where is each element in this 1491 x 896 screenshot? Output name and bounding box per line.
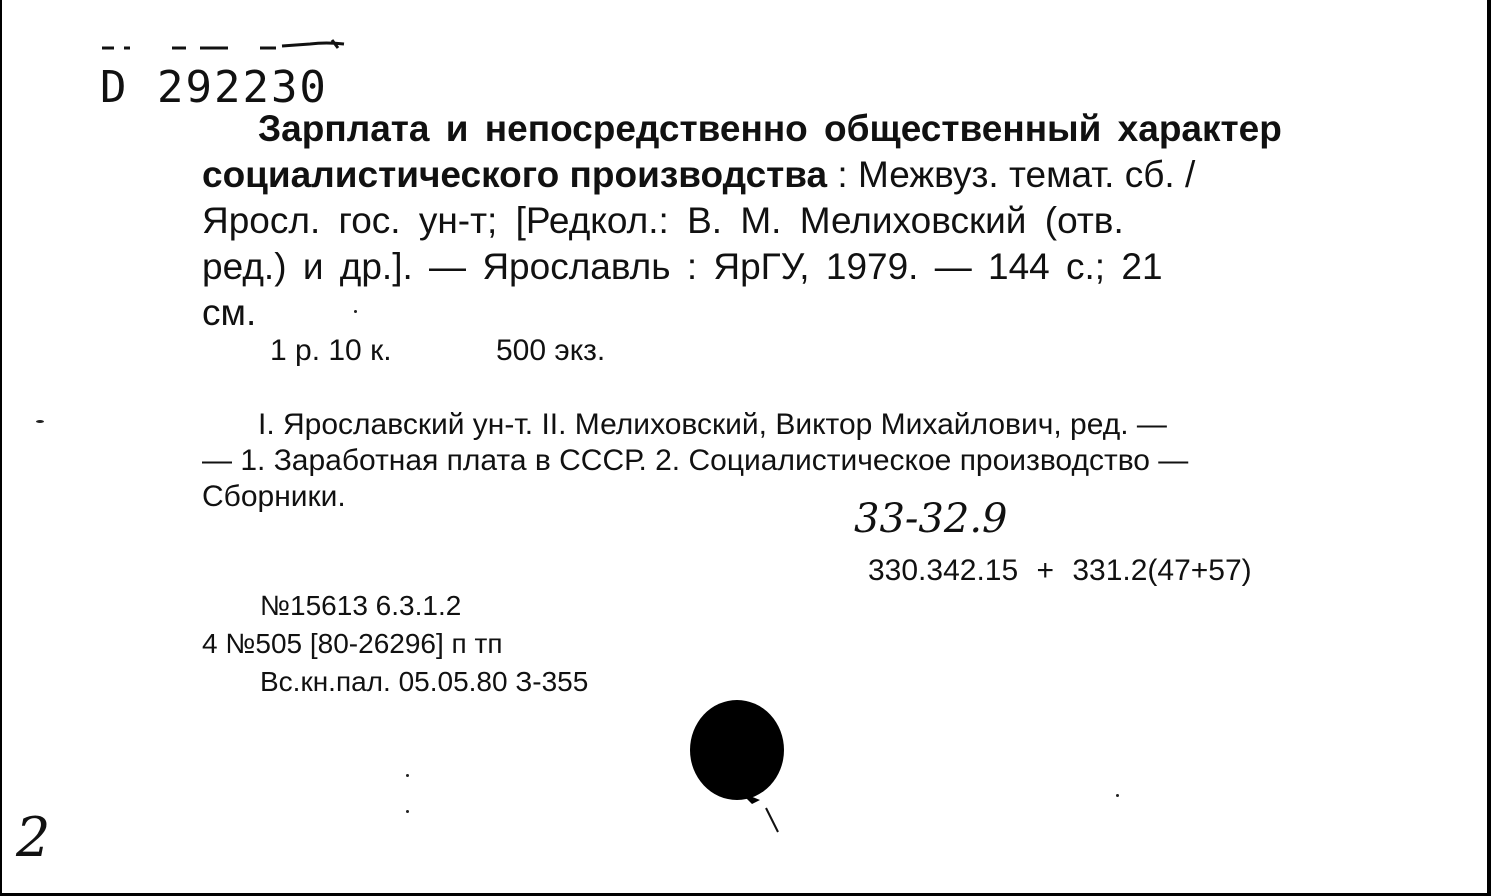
order-number: №15613 6.3.1.2 (260, 590, 462, 621)
top-scribble (100, 36, 360, 56)
punch-hole (690, 700, 784, 800)
handwritten-classification: 33-32.9 (854, 496, 1008, 542)
tracing-line-2: — 1. Заработная плата в СССР. 2. Социалистическое производство — (202, 444, 1189, 477)
price: 1 р. 10 к. (270, 334, 392, 367)
tracing-line-3: Сборники. (202, 480, 346, 513)
book-chamber-line: Вс.кн.пал. 05.05.80 З-355 (260, 666, 589, 697)
dimensions-line: см. (202, 292, 257, 333)
speck (36, 420, 44, 423)
udc-index: 330.342.15 + 331.2(47+57) (868, 554, 1252, 587)
title-line-1: Зарплата и непосредственно общественный характер (258, 108, 1282, 149)
punch-hole-tail (732, 790, 792, 840)
subtitle-part: : Межвуз. темат. сб. / (827, 154, 1196, 195)
title-bold-part: социалистического производства (202, 154, 828, 195)
imprint-code: 4 №505 [80-26296] п тп (202, 628, 503, 659)
speck (406, 774, 409, 777)
copies: 500 экз. (496, 334, 606, 367)
speck (354, 310, 357, 313)
tracing-line-1: I. Ярославский ун-т. II. Мелиховский, Виктор Михайлович, ред. — (258, 408, 1167, 441)
speck (406, 810, 409, 813)
speck (1116, 794, 1119, 797)
imprint-line: ред.) и др.]. — Ярославль : ЯрГУ, 1979. — 144 с.; 21 (202, 246, 1163, 287)
corner-handwritten-mark: 2 (16, 806, 51, 869)
catalog-card (2, 0, 1487, 893)
responsibility-line: Яросл. гос. ун-т; [Редкол.: В. М. Мелиховский (отв. (202, 200, 1124, 241)
call-number: D 292230 (100, 62, 328, 113)
title-line-2 (202, 152, 1195, 198)
